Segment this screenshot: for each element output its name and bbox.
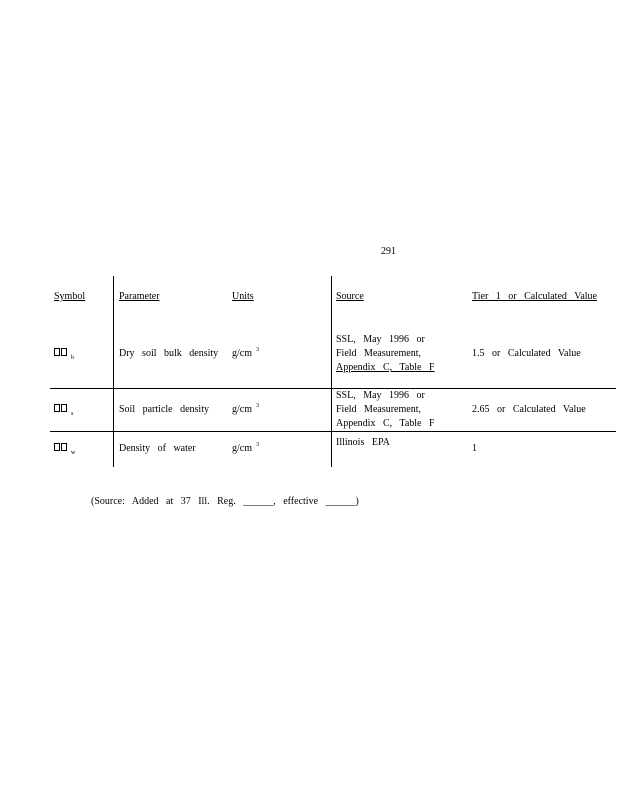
header-value: Tier 1 or Calculated Value (472, 291, 597, 302)
units-text: g/cm (232, 404, 252, 415)
missing-glyph-icon (61, 348, 67, 356)
header-units: Units (232, 291, 254, 302)
row-divider-2 (50, 431, 616, 432)
units-cell (232, 404, 259, 415)
value-cell: 2.65 or Calculated Value (472, 404, 586, 415)
column-divider-right (331, 276, 332, 467)
symbol-rho-w (54, 443, 75, 454)
units-exponent: 3 (256, 442, 259, 448)
source-note-suffix: ) (355, 496, 359, 507)
parameter-cell: Soil particle density (119, 404, 209, 415)
source-note-prefix: (Source: (91, 496, 125, 507)
parameter-cell: Dry soil bulk density (119, 348, 219, 359)
header-parameter: Parameter (119, 291, 160, 302)
source-line: Field Measurement, (336, 404, 421, 415)
units-exponent: 3 (256, 403, 259, 409)
missing-glyph-icon (61, 404, 67, 412)
source-line: Appendix C, Table F (336, 362, 435, 373)
units-cell (232, 348, 259, 359)
source-line: Field Measurement, (336, 348, 421, 359)
missing-glyph-icon (61, 443, 67, 451)
symbol-rho-b (54, 348, 74, 359)
source-cell (336, 436, 390, 450)
symbol-subscript: w (71, 450, 76, 456)
parameter-cell: Density of water (119, 443, 196, 454)
missing-glyph-icon (54, 443, 60, 451)
source-note (91, 496, 359, 507)
source-note-blank: ______ (325, 496, 356, 507)
units-cell (232, 443, 259, 454)
source-note-blank: ______ (243, 496, 274, 507)
source-cell (336, 333, 435, 375)
column-divider-left (113, 276, 114, 467)
row-divider-1 (50, 388, 616, 389)
missing-glyph-icon (54, 348, 60, 356)
symbol-subscript: s (71, 411, 74, 417)
source-note-text: Added at 37 Ill. Reg. (131, 496, 236, 507)
units-text: g/cm (232, 348, 252, 359)
header-symbol: Symbol (54, 291, 86, 302)
source-cell (336, 389, 435, 431)
symbol-subscript: b (71, 355, 74, 361)
missing-glyph-icon (54, 404, 60, 412)
value-cell: 1 (472, 443, 477, 454)
units-exponent: 3 (256, 347, 259, 353)
source-line: SSL, May 1996 or (336, 390, 425, 401)
page-number: 291 (381, 246, 396, 257)
source-line: SSL, May 1996 or (336, 334, 425, 345)
source-line: Illinois EPA (336, 437, 390, 448)
header-source: Source (336, 291, 364, 302)
units-text: g/cm (232, 443, 252, 454)
source-note-middle: , effective (273, 496, 319, 507)
value-cell: 1.5 or Calculated Value (472, 348, 581, 359)
source-line: Appendix C, Table F (336, 418, 435, 429)
symbol-rho-s (54, 404, 73, 415)
